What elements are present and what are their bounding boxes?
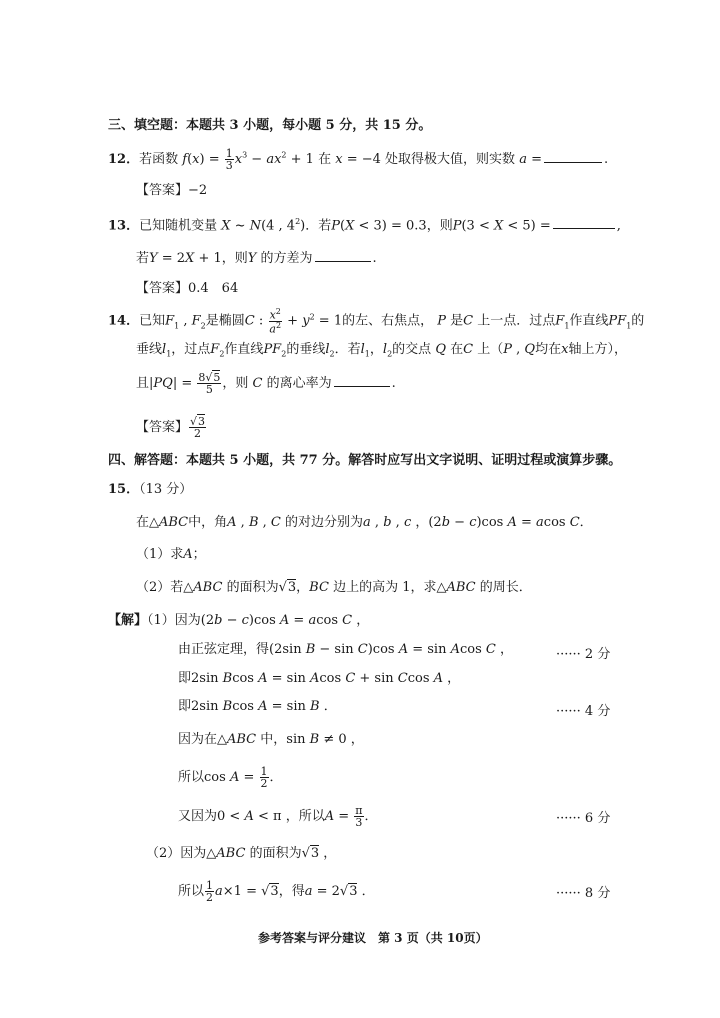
page-footer: 参考答案与评分建议 第 3 页（共 10页）	[258, 931, 488, 945]
question-13-answer: 【答案】0.4 64	[136, 281, 239, 296]
section-4-title: 四、解答题：本题共 5 小题，共 77 分。解答时应写出文字说明、证明过程或演算步骤。	[108, 453, 622, 468]
section-3-title: 三、填空题：本题共 3 小题，每小题 5 分，共 15 分。	[108, 118, 432, 133]
question-14-answer: 【答案】 $\frac{√3}{2}$	[136, 415, 206, 440]
question-15-part2: （2）若△ABC 的面积为√3，BC 边上的高为 1，求△ABC 的周长．	[136, 580, 532, 595]
question-12: 12．若函数 f(x) = $\frac{1}{3}$ $x^3 - ax^2 + 1$ 在 x = −4 处取得极大值，则实数 a = .	[108, 147, 609, 172]
score-4: ······ 4 分	[556, 704, 611, 719]
question-14-line3: 且|PQ| = $\frac{8√5}{5}$ ，则 C 的离心率为 .	[136, 371, 396, 396]
question-14: 14．已知$F_1$ , $F_2$是椭圆C : $\frac{x^2}{a^2}$ + $y^2 = 1$的左、右焦点， P 是C 上一点．过点$F_1$作直线$PF_1$的	[108, 307, 645, 336]
question-15-header: 15．（13 分）	[108, 482, 193, 497]
solution-line-2: 由正弦定理，得(2sin B − sin C)cos A = sin Acos C ，	[178, 642, 513, 657]
solution-line-7: 又因为0 < A < π ，所以A = $\frac{\pi}{3}$ ．	[178, 804, 378, 829]
question-14-line2: 垂线$l_1$，过点$F_2$作直线$PF_2$的垂线$l_2$．若$l_1$，$l_2$的交点 Q 在C 上（P , Q均在x轴上方），	[136, 342, 627, 359]
solution-line-4: 即2sin Bcos A = sin B ．	[178, 699, 337, 714]
solution-part2-line-1: （2）因为△ABC 的面积为√3 ，	[146, 846, 337, 861]
solution-line-3: 即2sin Bcos A = sin Acos C + sin Ccos A ，	[178, 671, 461, 686]
question-13: 13．已知随机变量 X ~ N(4 , $4^2$)．若P(X < 3) = 0.3，则P(3 < X < 5) = ,	[108, 217, 621, 234]
solution-line-5: 因为在△ABC 中，sin B ≠ 0 ，	[178, 732, 364, 747]
solution-line-1: 【解】（1）因为(2b − c)cos A = acos C ，	[108, 613, 370, 628]
score-8: ······ 8 分	[556, 886, 611, 901]
score-2: ······ 2 分	[556, 647, 611, 662]
question-15-stem: 在△ABC中，角A , B , C 的对边分别为a , b , c ，(2b − c)cos A = acos C．	[136, 515, 593, 530]
question-15-part1: （1）求A；	[136, 547, 206, 562]
solution-line-6: 所以cos A = $\frac{1}{2}$ ．	[178, 765, 283, 790]
score-6: ······ 6 分	[556, 811, 611, 826]
solution-part2-line-2: 所以 $\frac{1}{2}$ a×1 = √3，得a = 2√3 ．	[178, 879, 375, 904]
question-13-line2: 若Y = 2X + 1，则Y 的方差为 .	[136, 251, 377, 266]
question-12-answer: 【答案】−2	[136, 183, 208, 198]
